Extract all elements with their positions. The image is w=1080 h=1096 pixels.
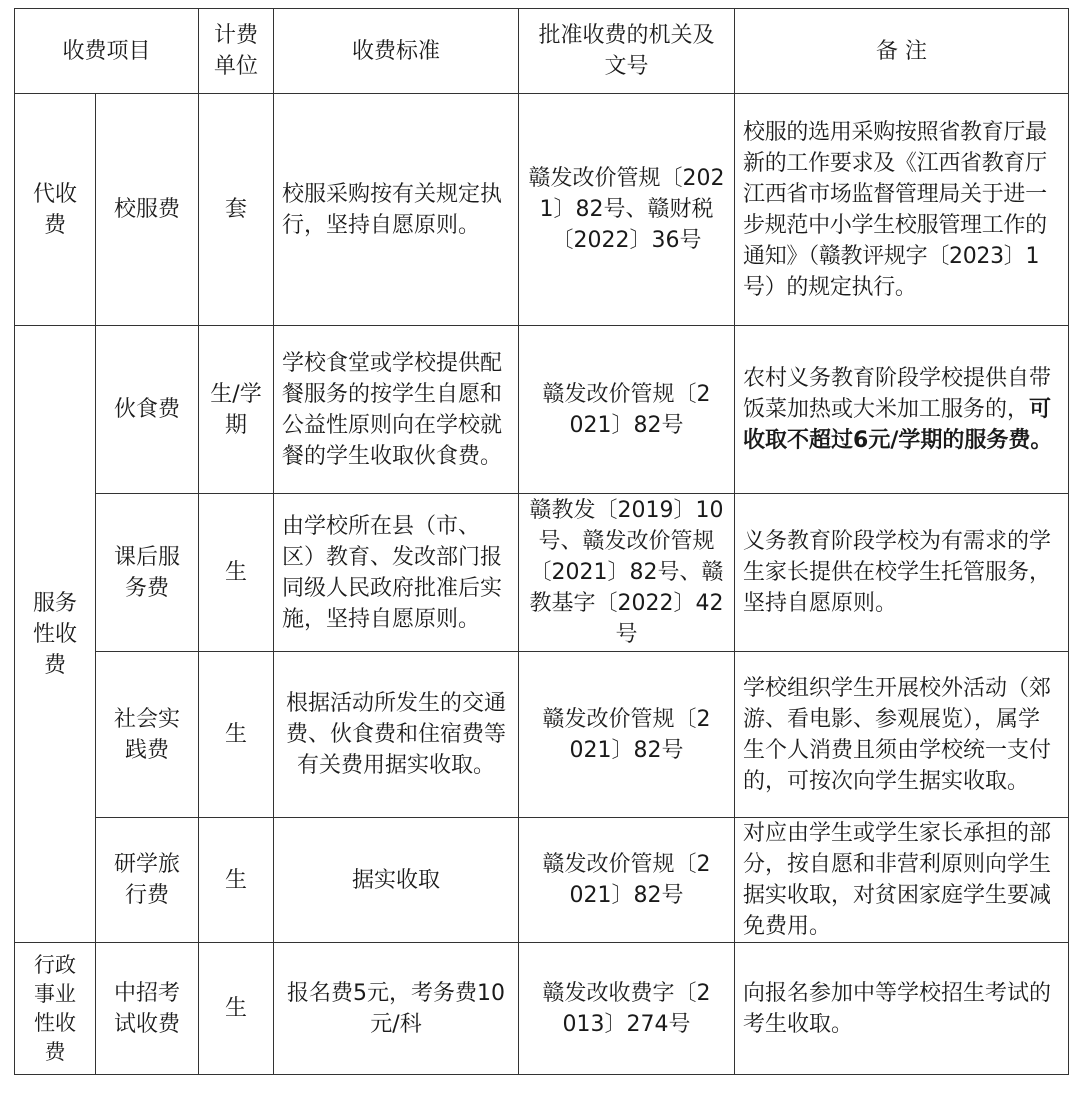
authority-cell: 赣发改收费字〔2013〕274号 [519,943,735,1075]
unit-cell: 套 [199,94,274,326]
category-cell: 服务性收费 [15,326,96,943]
standard-cell: 据实收取 [274,818,519,943]
remark-bold-text: 可收取不超过6元/学期的服务费。 [743,397,1053,453]
table-header-row [15,9,1069,94]
standard-cell: 由学校所在县（市、区）教育、发改部门报同级人民政府批准后实施，坚持自愿原则。 [274,494,519,652]
authority-cell: 赣发改价管规〔2021〕82号 [519,652,735,818]
item-name-cell: 伙食费 [96,326,199,494]
unit-cell: 生 [199,943,274,1075]
header-item: 收费项目 [15,9,199,94]
table-row [15,94,1069,326]
header-unit: 计费单位 [199,9,274,94]
header-authority: 批准收费的机关及文号 [519,9,735,94]
standard-cell: 校服采购按有关规定执行，坚持自愿原则。 [274,94,519,326]
item-name-cell: 社会实践费 [96,652,199,818]
unit-cell: 生/学期 [199,326,274,494]
item-name-cell: 研学旅行费 [96,818,199,943]
remark-cell: 义务教育阶段学校为有需求的学生家长提供在校学生托管服务，坚持自愿原则。 [735,494,1069,652]
standard-cell: 根据活动所发生的交通费、伙食费和住宿费等有关费用据实收取。 [274,652,519,818]
category-cell: 行政事业性收费 [15,943,96,1075]
table-row [15,326,1069,494]
fee-table [14,8,1069,1075]
unit-cell: 生 [199,818,274,943]
remark-cell: 向报名参加中等学校招生考试的考生收取。 [735,943,1069,1075]
table-row [15,494,1069,652]
standard-cell: 学校食堂或学校提供配餐服务的按学生自愿和公益性原则向在学校就餐的学生收取伙食费。 [274,326,519,494]
table-row [15,652,1069,818]
standard-cell: 报名费5元，考务费10元/科 [274,943,519,1075]
header-standard: 收费标准 [274,9,519,94]
category-cell: 代收费 [15,94,96,326]
authority-cell: 赣发改价管规〔2021〕82号 [519,326,735,494]
fee-table-container [14,8,1069,1075]
header-remark: 备 注 [735,9,1069,94]
remark-text: 农村义务教育阶段学校提供自带饭菜加热或大米加工服务的， [743,366,1052,422]
item-name-cell: 课后服务费 [96,494,199,652]
authority-cell: 赣发改价管规〔2021〕82号、赣财税〔2022〕36号 [519,94,735,326]
remark-cell: 对应由学生或学生家长承担的部分，按自愿和非营利原则向学生据实收取，对贫困家庭学生要减免费用。 [735,818,1069,943]
table-row [15,818,1069,943]
authority-cell: 赣发改价管规〔2021〕82号 [519,818,735,943]
remark-cell: 校服的选用采购按照省教育厅最新的工作要求及《江西省教育厅 江西省市场监督管理局关于进一步规范中小学生校服管理工作的通知》（赣教评规字〔2023〕1号）的规定执行。 [735,94,1069,326]
remark-cell [735,326,1069,494]
item-name-cell: 校服费 [96,94,199,326]
authority-cell: 赣教发〔2019〕10号、赣发改价管规〔2021〕82号、赣教基字〔2022〕42号 [519,494,735,652]
unit-cell: 生 [199,494,274,652]
item-name-cell: 中招考试收费 [96,943,199,1075]
unit-cell: 生 [199,652,274,818]
table-row [15,943,1069,1075]
remark-cell: 学校组织学生开展校外活动（郊游、看电影、参观展览），属学生个人消费且须由学校统一支付的，可按次向学生据实收取。 [735,652,1069,818]
